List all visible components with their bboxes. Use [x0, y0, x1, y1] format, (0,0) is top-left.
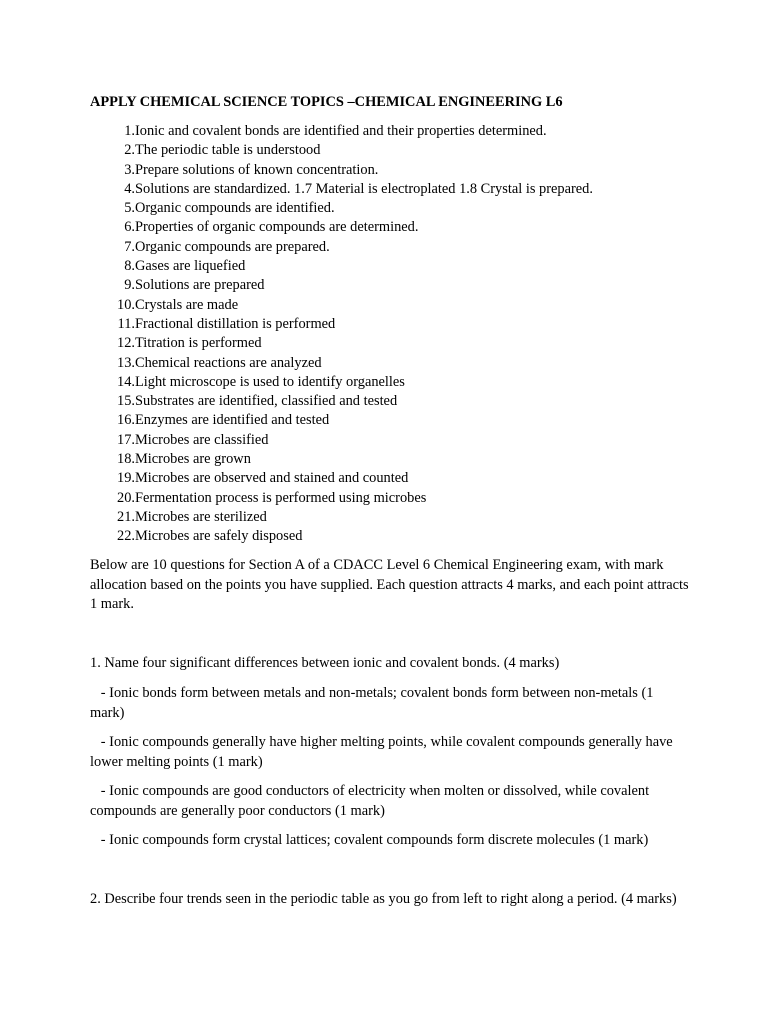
outcome-item	[90, 218, 419, 237]
outcome-text: Chemical reactions are analyzed	[135, 354, 322, 371]
outcome-text: Enzymes are identified and tested	[135, 412, 330, 429]
outcome-item	[90, 315, 336, 334]
question-1: 1. Name four significant differences between ionic and covalent bonds. (4 marks)	[90, 655, 560, 671]
outcome-item	[90, 354, 322, 373]
outcome-number: 4.	[124, 180, 135, 197]
question-1-answer-2: - Ionic compounds generally have higher melting points, while covalent compounds generally have lower melting points (1 mark)	[90, 734, 673, 770]
outcome-item	[90, 431, 269, 450]
outcome-item	[90, 334, 262, 353]
outcome-number: 7.	[124, 238, 135, 255]
outcome-text: Microbes are sterilized	[135, 508, 267, 525]
outcome-number: 21.	[117, 508, 135, 525]
outcome-text: Titration is performed	[135, 335, 262, 352]
outcome-item	[90, 373, 405, 392]
outcome-item	[90, 141, 321, 160]
outcome-number: 5.	[124, 200, 135, 217]
outcome-item	[90, 180, 593, 199]
outcome-text: Light microscope is used to identify organelles	[135, 373, 405, 390]
outcome-item	[90, 161, 379, 180]
outcome-item	[90, 527, 303, 546]
outcome-item	[90, 238, 330, 257]
outcome-item	[90, 450, 251, 469]
outcome-text: Properties of organic compounds are determined.	[135, 219, 419, 236]
learning-outcomes-list	[90, 122, 593, 547]
outcome-number: 20.	[117, 489, 135, 506]
outcome-text: Fractional distillation is performed	[135, 315, 336, 332]
outcome-text: Substrates are identified, classified and tested	[135, 393, 398, 410]
outcome-number: 22.	[117, 528, 135, 545]
outcome-number: 6.	[124, 219, 135, 236]
outcome-item	[90, 276, 265, 295]
intro-paragraph: Below are 10 questions for Section A of a CDACC Level 6 Chemical Engineering exam, with mark allocation based on the points you have supplied. Each question attracts 4 marks, and each point attracts 1 mark.	[90, 557, 689, 612]
outcome-number: 12.	[117, 335, 135, 352]
outcome-number: 18.	[117, 451, 135, 468]
outcome-item	[90, 392, 398, 411]
outcome-number: 11.	[117, 315, 135, 332]
outcome-number: 14.	[117, 373, 135, 390]
outcome-text: Gases are liquefied	[135, 258, 246, 275]
outcome-text: Microbes are observed and stained and counted	[135, 470, 409, 487]
outcome-number: 10.	[117, 296, 135, 313]
outcome-text: Microbes are grown	[135, 451, 251, 468]
outcome-number: 16.	[117, 412, 135, 429]
document-title: APPLY CHEMICAL SCIENCE TOPICS –CHEMICAL ENGINEERING L6	[90, 94, 563, 110]
outcome-text: Organic compounds are identified.	[135, 200, 335, 217]
outcome-item	[90, 122, 547, 141]
outcome-text: Microbes are safely disposed	[135, 528, 303, 545]
outcome-text: Prepare solutions of known concentration.	[135, 161, 379, 178]
outcome-number: 13.	[117, 354, 135, 371]
outcome-item	[90, 489, 427, 508]
outcome-text: Crystals are made	[135, 296, 239, 313]
outcome-number: 3.	[124, 161, 135, 178]
outcome-number: 8.	[124, 258, 135, 275]
outcome-number: 15.	[117, 393, 135, 410]
question-1-answer-1: - Ionic bonds form between metals and non-metals; covalent bonds form between non-metals (1 mark)	[90, 685, 654, 721]
outcome-number: 1.	[124, 123, 135, 139]
outcome-item	[90, 257, 246, 276]
outcome-text: Microbes are classified	[135, 431, 269, 448]
outcome-text: The periodic table is understood	[135, 142, 321, 159]
outcome-item	[90, 508, 267, 527]
outcome-text: Solutions are prepared	[135, 277, 265, 294]
outcome-item	[90, 199, 335, 218]
question-2: 2. Describe four trends seen in the periodic table as you go from left to right along a period. (4 marks)	[90, 891, 677, 907]
outcome-item	[90, 411, 330, 430]
outcome-item	[90, 469, 409, 488]
outcome-text: Ionic and covalent bonds are identified and their properties determined.	[135, 123, 547, 139]
outcome-item	[90, 296, 239, 315]
outcome-text: Organic compounds are prepared.	[135, 238, 330, 255]
outcome-text: Solutions are standardized. 1.7 Material is electroplated 1.8 Crystal is prepared.	[135, 180, 593, 197]
outcome-number: 9.	[124, 277, 135, 294]
outcome-number: 17.	[117, 431, 135, 448]
outcome-number: 19.	[117, 470, 135, 487]
outcome-text: Fermentation process is performed using microbes	[135, 489, 427, 506]
outcome-number: 2.	[124, 142, 135, 159]
question-1-answer-3: - Ionic compounds are good conductors of electricity when molten or dissolved, while covalent compounds are generally poor conductors (1 mark)	[90, 783, 650, 819]
question-1-answer-4: - Ionic compounds form crystal lattices; covalent compounds form discrete molecules (1 mark)	[90, 832, 649, 848]
